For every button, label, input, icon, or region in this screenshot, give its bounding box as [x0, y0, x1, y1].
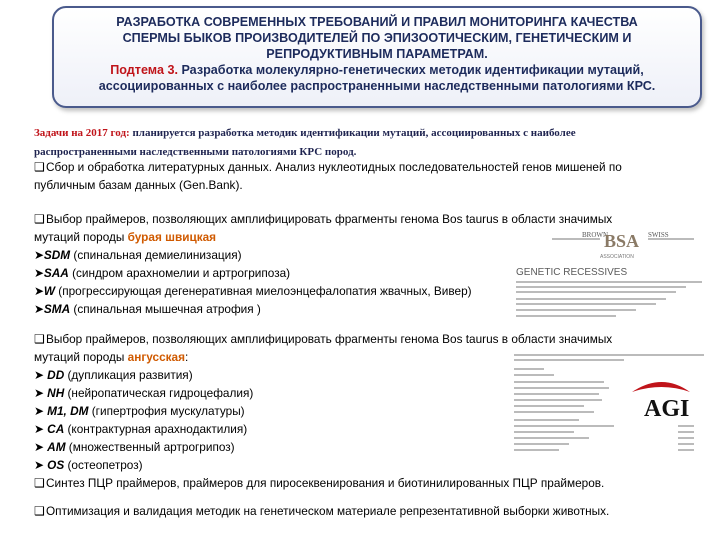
logo-association: ASSOCIATION: [600, 254, 634, 260]
list-item: ➤ AM (множественный артрогрипоз): [34, 440, 235, 454]
paragraph-collect: [34, 158, 694, 194]
agi-price-list-image: [512, 352, 708, 464]
breed-brown-swiss: бурая швицкая: [127, 230, 217, 244]
bullet-icon: ❑: [34, 212, 45, 226]
task-block: [34, 124, 674, 162]
arrow-icon: ➤: [34, 302, 44, 316]
header-box: [52, 6, 702, 108]
list-item: ➤ CA (контрактурная арахнодактилия): [34, 422, 248, 436]
arrow-icon: ➤: [34, 422, 44, 436]
breed-angus: ангусская: [127, 350, 185, 364]
bullet-icon: ❑: [34, 332, 45, 346]
task-label: Задачи на 2017 год:: [34, 127, 130, 139]
arrow-icon: ➤: [34, 386, 44, 400]
list-item: ➤ DD (дупликация развития): [34, 368, 193, 382]
subtopic-label: Подтема 3.: [110, 63, 178, 77]
paragraph-optimization: [34, 502, 714, 520]
arrow-icon: ➤: [34, 284, 44, 298]
subtopic-line-1: [54, 62, 700, 78]
bullet-icon: ❑: [34, 476, 45, 490]
arrow-icon: ➤: [34, 440, 44, 454]
list-item: ➤ M1, DM (гипертрофия мускулатуры): [34, 404, 245, 418]
genetic-recessives-image: [512, 264, 708, 324]
title-line-1: РАЗРАБОТКА СОВРЕМЕННЫХ ТРЕБОВАНИЙ И ПРАВИЛ МОНИТОРИНГА КАЧЕСТВА: [116, 15, 638, 29]
logo-bsa: BSA: [604, 231, 640, 251]
genetic-recessives-title: GENETIC RECESSIVES: [516, 267, 628, 278]
bullet-icon: ❑: [34, 504, 45, 518]
arrow-icon: ➤: [34, 458, 44, 472]
arrow-icon: ➤: [34, 368, 44, 382]
synthesis-text: Синтез ПЦР праймеров, праймеров для пиросеквенирования и биотинилированных ПЦР праймеров.: [46, 476, 605, 490]
bullet-icon: ❑: [34, 160, 45, 174]
list-item: ➤ NH (нейропатическая гидроцефалия): [34, 386, 254, 400]
task-text-1: планируется разработка методик идентификации мутаций, ассоциированных с наиболее: [129, 127, 576, 139]
p3-line-2: мутаций породы: [34, 350, 128, 364]
paragraph-angus: ❑Выбор праймеров, позволяющих амплифицировать фрагменты генома Bos taurus в области значимых мутаций породы ангусская: ➤ DD (дупликация развития) ➤ NH (нейропатическая гидроцефалия) ➤ M1, DM (гипертрофия мускулатуры) ➤ CA (контрактурная арахнодактилия) ➤ AM (множественный артрогрипоз) ➤ OS (остеопетроз) ❑Синтез ПЦР праймеров, праймеров для пиросеквенирования и биотинилированных ПЦР праймеров.: [34, 330, 714, 492]
title-line-2: СПЕРМЫ БЫКОВ ПРОИЗВОДИТЕЛЕЙ ПО ЭПИЗООТИЧЕСКИМ, ГЕНЕТИЧЕСКИМ И: [122, 31, 632, 45]
logo-agi: AGI: [644, 396, 690, 422]
subtopic-text-1: Разработка молекулярно-генетических методик идентификации мутаций,: [177, 63, 644, 77]
logo-brown: BROWN: [582, 231, 609, 239]
subtopic-line-2: ассоциированных с наиболее распространенными наследственными патологиями КРС.: [98, 79, 656, 93]
p1-line-2: публичным базам данных (Gen.Bank).: [34, 178, 243, 192]
arrow-icon: ➤: [34, 266, 44, 280]
list-item: ➤SMA (спинальная мышечная атрофия ): [34, 302, 261, 316]
p2-line-2: мутаций породы: [34, 230, 128, 244]
list-item: ➤W (прогрессирующая дегенеративная миелоэнцефалопатия жвачных, Вивер): [34, 284, 472, 298]
brown-swiss-logo: [548, 226, 698, 262]
p2-line-1: Выбор праймеров, позволяющих амплифицировать фрагменты генома Bos taurus в области значимых: [46, 212, 613, 226]
arrow-icon: ➤: [34, 248, 44, 262]
list-item: ➤SDM (спинальная демиелинизация): [34, 248, 242, 262]
list-item: ➤SAA (синдром арахномелии и артрогрипоза): [34, 266, 291, 280]
arrow-icon: ➤: [34, 404, 44, 418]
list-item: ➤ OS (остеопетроз): [34, 458, 143, 472]
p4-text: Оптимизация и валидация методик на генетическом материале репрезентативной выборки животных.: [46, 504, 610, 518]
task-text-2: распространенными наследственными патологиями КРС пород.: [34, 146, 357, 158]
title-line-3: РЕПРОДУКТИВНЫМ ПАРАМЕТРАМ.: [266, 47, 488, 61]
p3-line-1: Выбор праймеров, позволяющих амплифицировать фрагменты генома Bos taurus в области значимых: [46, 332, 613, 346]
p1-line-1: Сбор и обработка литературных данных. Анализ нуклеотидных последовательностей генов мишеней по: [46, 160, 622, 174]
logo-swiss: SWISS: [648, 231, 669, 239]
